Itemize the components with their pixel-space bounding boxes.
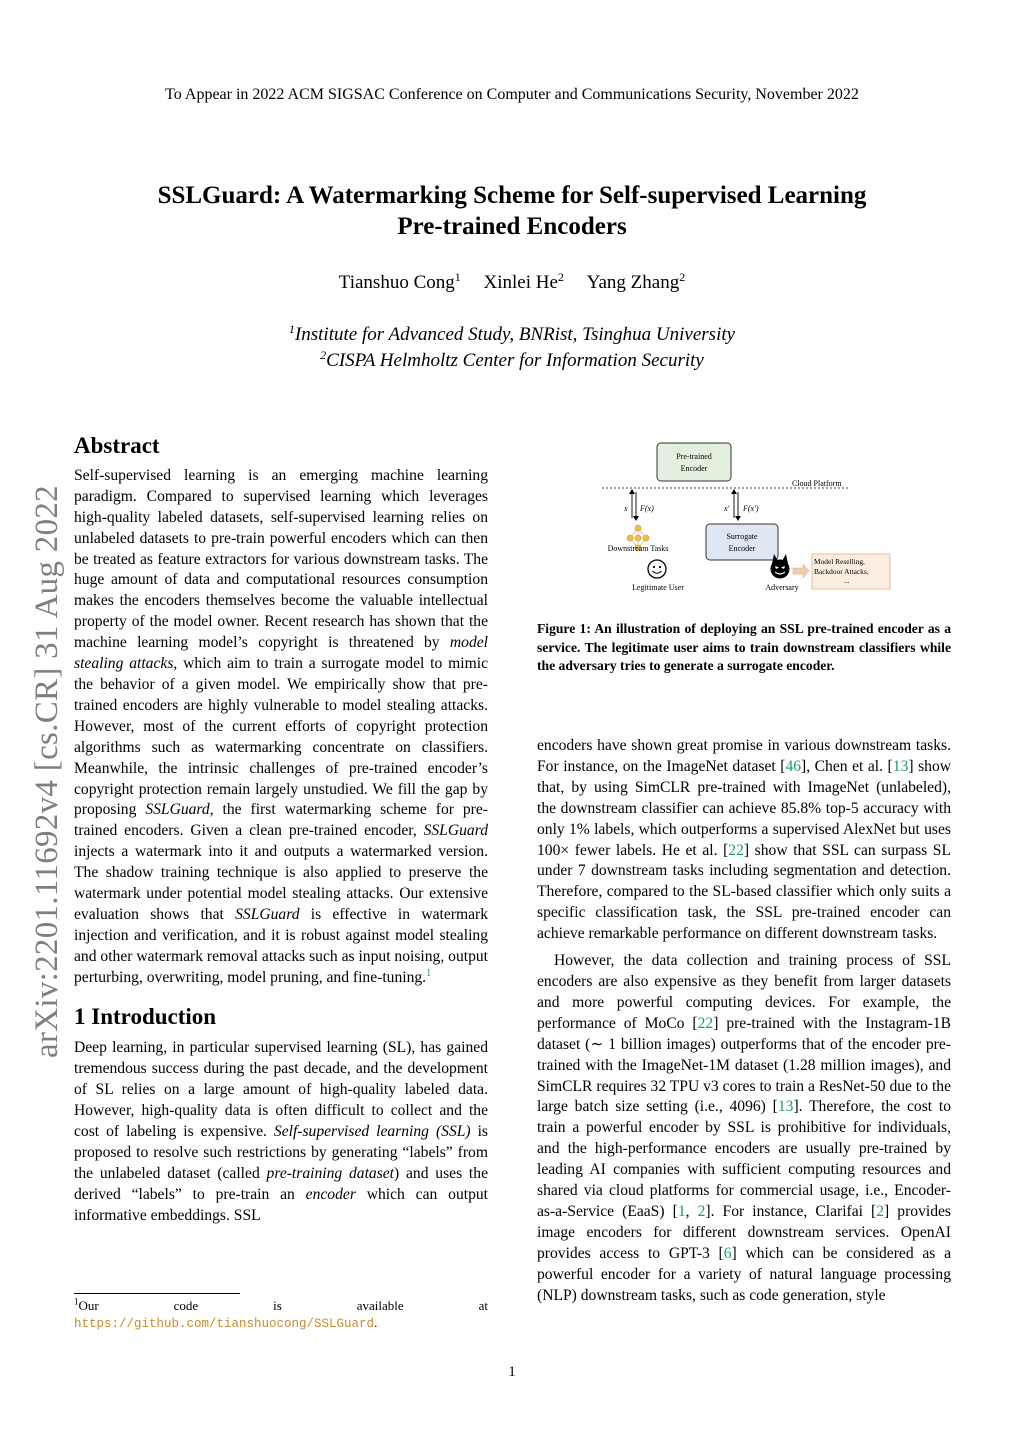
- affiliation: [0, 348, 1024, 374]
- xprime-label: x′: [724, 504, 730, 513]
- author: [339, 272, 461, 293]
- intro-paragraph-continued: encoders have shown great promise in various downstream tasks. For instance, on the ImageNet dataset [46], Chen et al. [13] show that, by using SimCLR pre-trained with ImageNet (unlabeled), the downstream classifier can achieve 85.8% top-5 accuracy with only 1% labels, which outperforms a supervised AlexNet but uses 100× fewer labels. He et al. [22] show that SSL can surpass SL under 7 downstream tasks including segmentation and detection. Therefore, compared to the SL-based classifier which only suits a specific classification task, the SSL pre-trained encoder can achieve remarkable performance on different downstream tasks.: [537, 737, 952, 943]
- title-line-2: Pre-trained Encoders: [397, 213, 627, 240]
- reselling-label-1: Model Reselling,: [814, 557, 865, 566]
- affil-mark: 1: [288, 322, 295, 336]
- fx-label: F(x): [640, 504, 654, 513]
- affiliation: [0, 322, 1024, 348]
- figure-1-diagram: [598, 440, 902, 598]
- author-affil-mark: 2: [679, 270, 686, 284]
- author: [484, 272, 564, 293]
- figure-1-caption: Figure 1: An illustration of deploying an SSL pre-trained encoder as a service. The legitimate user aims to train downstream classifiers while the adversary tries to generate a surrogate encoder.: [537, 621, 951, 674]
- affil-text: Institute for Advanced Study, BNRist, Tsinghua University: [294, 324, 736, 345]
- page-number: 1: [508, 1364, 516, 1380]
- devil-face-icon: [771, 554, 790, 579]
- citation-link[interactable]: 13: [777, 1098, 794, 1116]
- intro-paragraph: Deep learning, in particular supervised learning (SL), has gained tremendous success during the past decade, and the development of SL relies on a large amount of high-quality labeled data. However, high-quality data is often difficult to collect and the cost of labeling is expensive. Self-supervised learning (SSL) is proposed to resolve such restrictions by generating “labels” from the unlabeled dataset (called pre-training dataset) and uses the derived “labels” to pre-train an encoder which can output informative embeddings. SSL: [74, 1039, 489, 1224]
- fxprime-label: F(x′): [743, 504, 759, 513]
- title-line-1: SSLGuard: A Watermarking Scheme for Self-supervised Learning: [157, 182, 867, 209]
- author-name: Xinlei He: [483, 272, 558, 293]
- x-label: x: [624, 504, 628, 513]
- right-column: [537, 736, 951, 1306]
- code-url-link[interactable]: https://github.com/tianshuocong/SSLGuard: [74, 1317, 375, 1331]
- legitimate-user-label: Legitimate User: [632, 583, 684, 592]
- citation-link[interactable]: 22: [728, 841, 744, 859]
- author-affil-mark: 2: [557, 270, 564, 284]
- adv-response-arrowhead: [735, 516, 741, 521]
- footnote-link[interactable]: 1: [426, 967, 432, 979]
- surrogate-encoder-box: [706, 524, 778, 560]
- intro-heading: 1 Introduction: [74, 1003, 217, 1029]
- citation-link[interactable]: 2: [876, 1202, 885, 1220]
- downstream-tasks-label: Downstream Tasks: [607, 544, 669, 553]
- author: [587, 272, 686, 293]
- author-name: Yang Zhang: [586, 272, 680, 293]
- affil-mark: 2: [320, 348, 327, 362]
- adversary-label: Adversary: [765, 583, 799, 592]
- reselling-label-3: ...: [844, 576, 850, 585]
- author-name: Tianshuo Cong: [338, 272, 455, 293]
- response-arrowhead: [633, 516, 639, 521]
- venue-header: To Appear in 2022 ACM SIGSAC Conference on Computer and Communications Security, November 2022: [165, 86, 859, 103]
- paper-title: [112, 180, 912, 242]
- pretrained-label-2: Encoder: [680, 464, 708, 473]
- surrogate-label-1: Surrogate: [726, 532, 758, 541]
- reselling-arrow: [793, 564, 809, 578]
- author-list: [0, 272, 1024, 294]
- citation-link[interactable]: 1: [677, 1202, 686, 1220]
- abstract-heading: Abstract: [74, 433, 160, 458]
- adv-query-arrowhead: [731, 489, 737, 494]
- cloud-platform-label: Cloud Platform: [792, 479, 842, 488]
- query-arrowhead: [629, 489, 635, 494]
- left-column: [74, 433, 489, 1227]
- citation-link[interactable]: 22: [697, 1014, 714, 1032]
- smiley-face-icon: [648, 560, 666, 578]
- citation-link[interactable]: 6: [723, 1244, 732, 1262]
- footnote: [74, 1297, 488, 1333]
- pretrained-encoder-box: [657, 443, 731, 481]
- arxiv-identifier: arXiv:2201.11692v4 [cs.CR] 31 Aug 2022: [29, 485, 65, 1058]
- footnote-text: Our code is available at: [78, 1298, 488, 1313]
- citation-link[interactable]: 13: [892, 757, 909, 775]
- citation-link[interactable]: 46: [785, 757, 802, 775]
- intro-paragraph-2: However, the data collection and training process of SSL encoders are also expensive as they benefit from larger datasets and more powerful computing devices. For example, the performance of MoCo [22] pre-trained with the Instagram-1B dataset (∼ 1 billion images) outperforms that of the encoder pre-trained with the ImageNet-1M dataset (1.28 million images), and SimCLR requires 32 TPU v3 cores to train a ResNet-50 due to the large batch size setting (i.e., 4096) [13]. Therefore, the cost to train a powerful encoder by SSL is prohibitive for individuals, and the high-performance encoders are usually pre-trained by leading AI companies with sufficient computing resources and shared via cloud platforms for commercial usage, i.e., Encoder-as-a-Service (EaaS) [1, 2]. For instance, Clarifai [2] provides image encoders for different downstream services. OpenAI provides access to GPT-3 [6] which can be considered as a powerful encoder for a variety of natural language processing (NLP) downstream tasks, such as code generation, style: [537, 952, 952, 1304]
- citation-link[interactable]: 2: [697, 1202, 706, 1220]
- footnote-end: .: [374, 1315, 378, 1330]
- surrogate-label-2: Encoder: [728, 544, 756, 553]
- author-affil-mark: 1: [454, 270, 461, 284]
- reselling-label-2: Backdoor Attacks,: [814, 567, 869, 576]
- abstract-text: Self-supervised learning is an emerging machine learning paradigm. Compared to supervised learning which leverages high-quality labeled datasets, self-supervised learning relies on unlabeled datasets to pre-train powerful encoders which can then be treated as feature extractors for various downstream tasks. The huge amount of data and computational resources consumption makes the encoders themselves become the valuable intellectual property of the model owner. Recent research has shown that the machine learning model’s copyright is threatened by model stealing attacks, which aim to train a surrogate model to mimic the behavior of a given model. We empirically show that pre-trained encoders are highly vulnerable to model stealing attacks. However, most of the current efforts of copyright protection algorithms such as watermarking concentrate on classifiers. Meanwhile, the intrinsic challenges of pre-trained encoder’s copyright protection remain largely unstudied. We fill the gap by proposing SSLGuard, the first watermarking scheme for pre-trained encoders. Given a clean pre-trained encoder, SSLGuard injects a watermark into it and outputs a watermarked version. The shadow training technique is also applied to preserve the watermark under potential model stealing attacks. Our extensive evaluation shows that SSLGuard is effective in watermark injection and verification, and it is robust against model stealing and other watermark removal attacks such as input noising, output perturbing, overwriting, model pruning, and fine-tuning.$^1$: [74, 466, 489, 986]
- affil-text: CISPA Helmholtz Center for Information Security: [326, 350, 704, 371]
- pretrained-label-1: Pre-trained: [676, 452, 712, 461]
- footnote-mark: 1: [74, 1296, 79, 1307]
- affiliations: [0, 322, 1024, 374]
- footnote-rule: [74, 1293, 240, 1294]
